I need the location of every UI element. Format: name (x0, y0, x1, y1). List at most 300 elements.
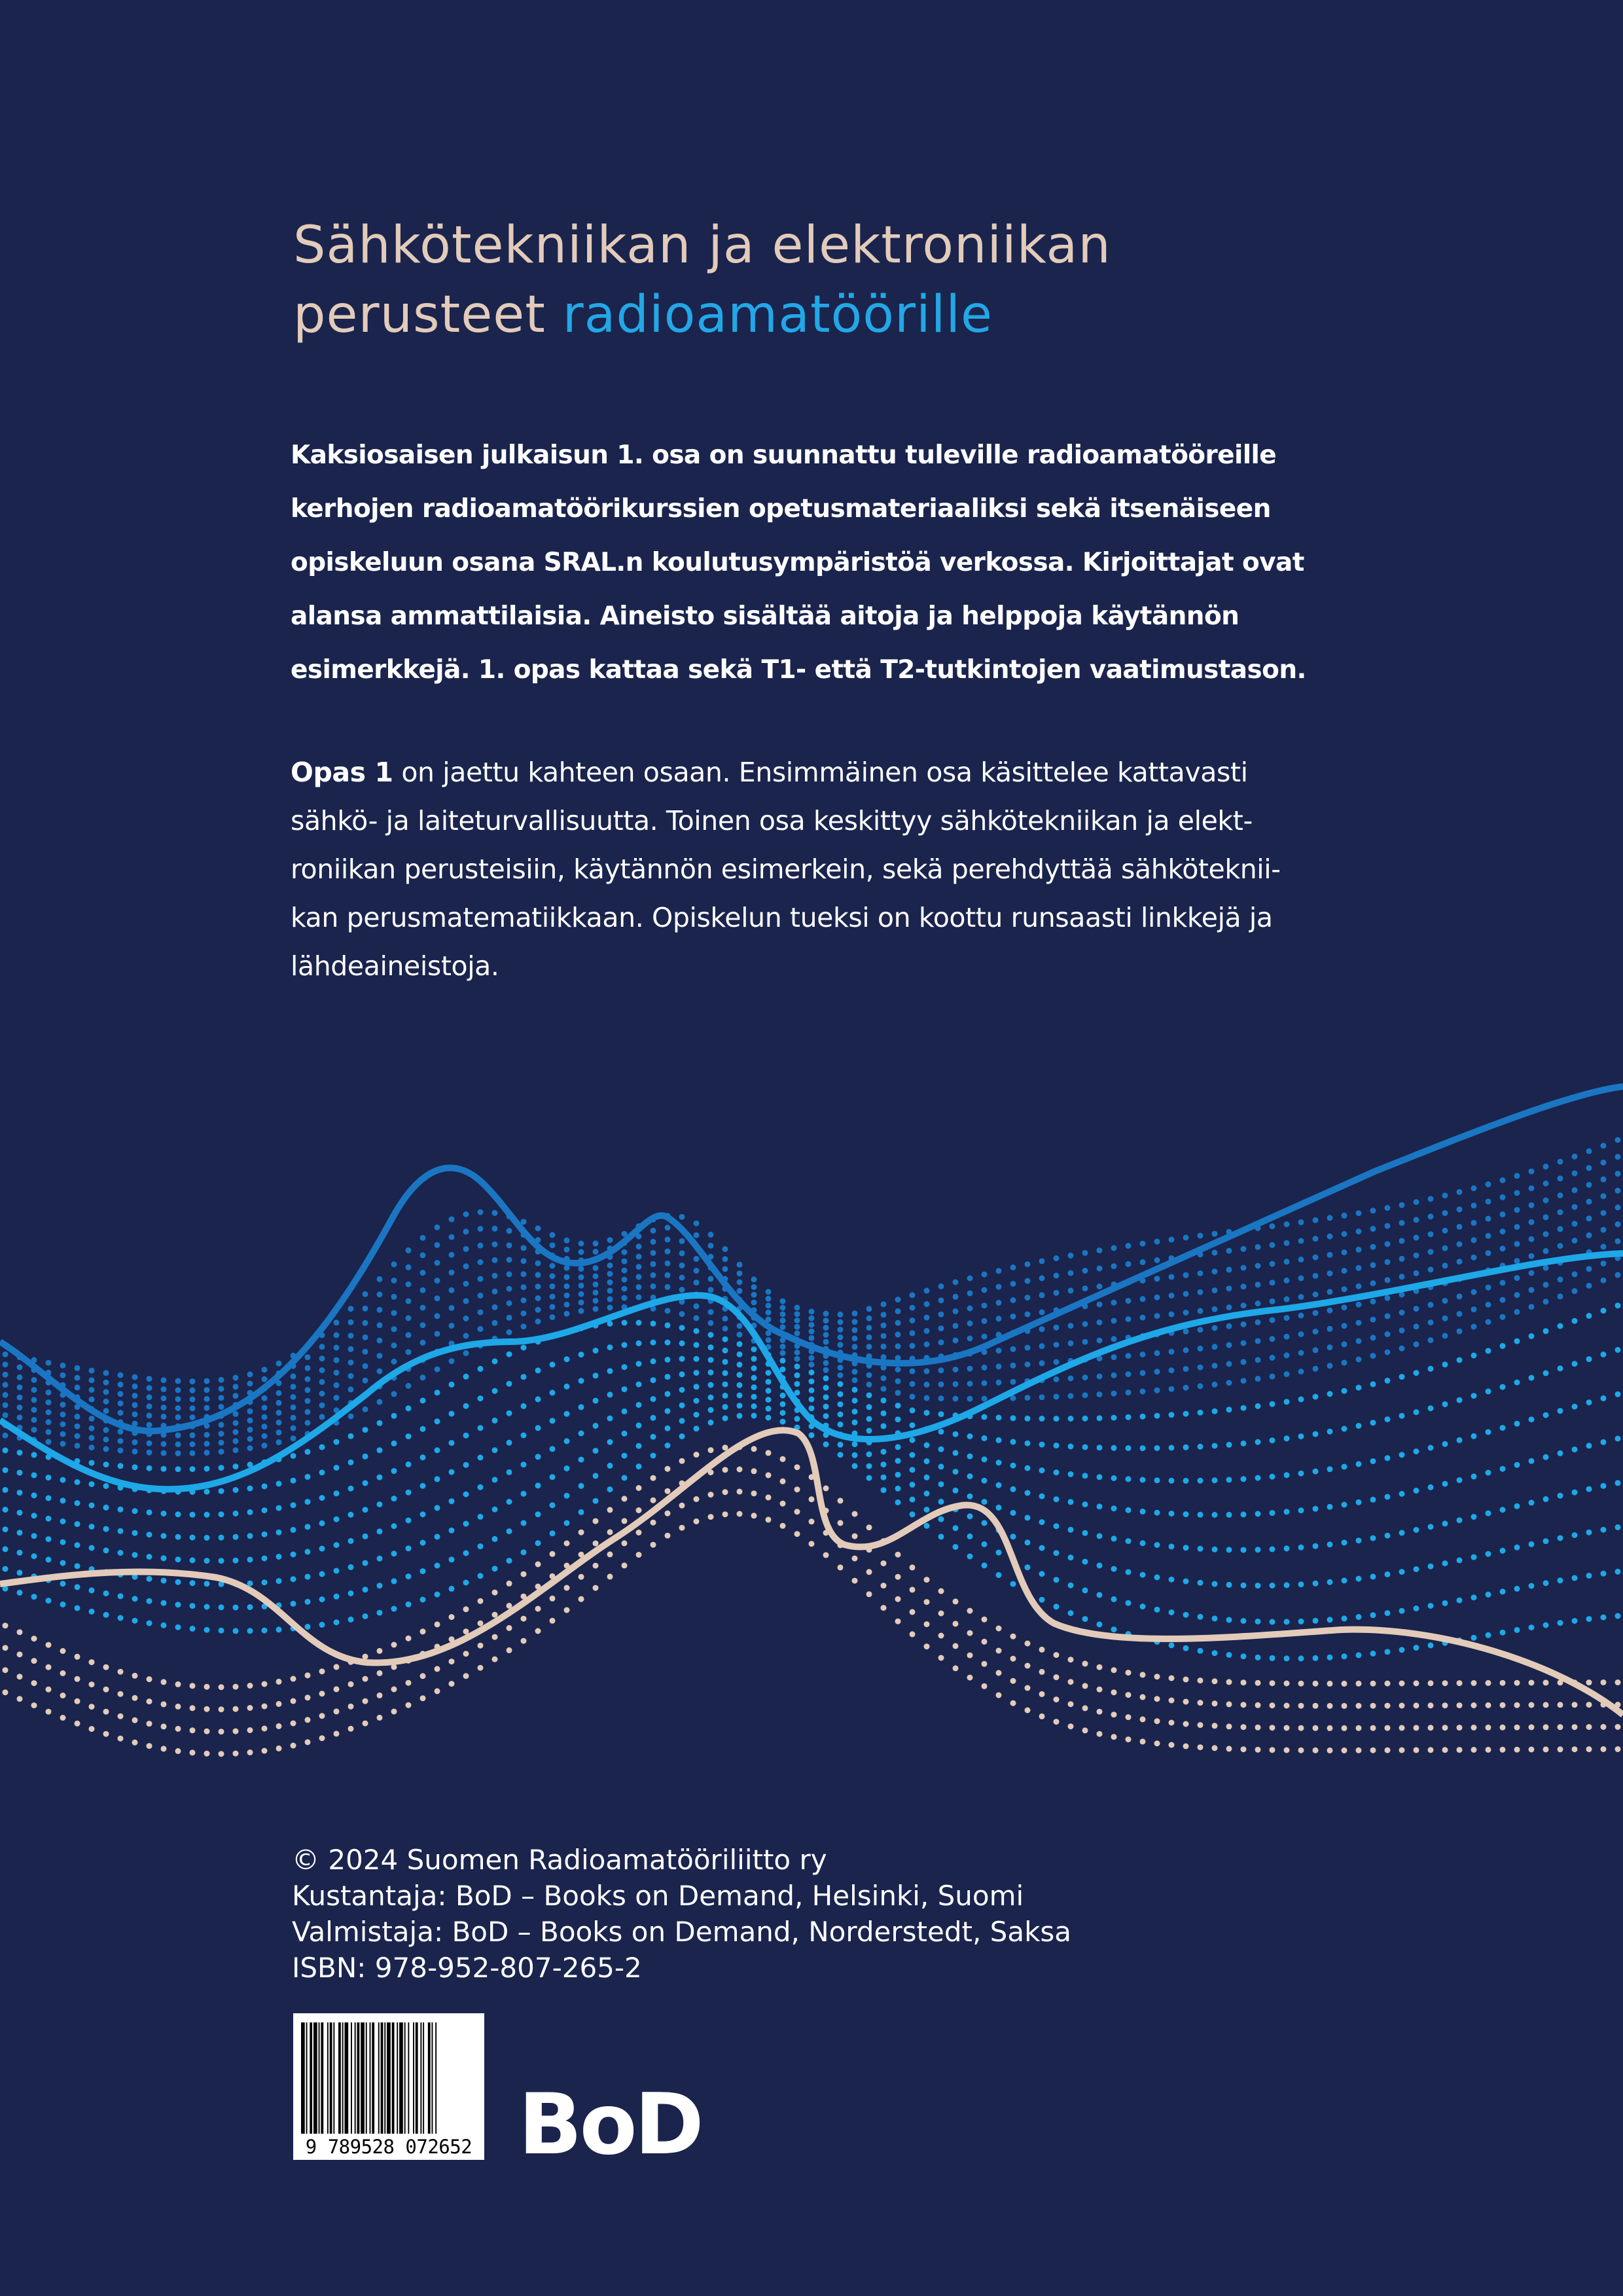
wave-dot (521, 1310, 527, 1316)
wave-dot (924, 1507, 930, 1513)
wave-dot (1068, 1723, 1074, 1729)
wave-dot (1313, 1310, 1319, 1316)
wave-dot (1399, 1452, 1405, 1458)
wave-dot (60, 1602, 66, 1607)
wave-dot (1198, 1346, 1204, 1352)
wave-dot (1212, 1477, 1218, 1483)
wave-dot (132, 1384, 138, 1390)
wave-dot (967, 1554, 973, 1560)
wave-dot (219, 1511, 224, 1517)
wave-dot (175, 1534, 181, 1540)
wave-dot (996, 1363, 1002, 1369)
wave-dot (291, 1405, 296, 1410)
wave-dot (1572, 1618, 1578, 1624)
wave-dot (291, 1721, 296, 1727)
wave-dot (1212, 1512, 1218, 1518)
wave-dot (435, 1563, 440, 1569)
wave-dot (391, 1496, 397, 1501)
wave-dot (1356, 1357, 1362, 1363)
wave-dot (89, 1609, 95, 1615)
wave-dot (348, 1333, 354, 1338)
wave-dot (809, 1369, 815, 1375)
wave-dot (420, 1270, 426, 1276)
wave-dot (276, 1723, 282, 1729)
wave-dot (492, 1289, 498, 1295)
barcode-bar (372, 2022, 374, 2134)
wave-dot (204, 1558, 210, 1564)
wave-dot (1543, 1328, 1549, 1334)
wave-dot (492, 1304, 498, 1310)
wave-dot (1601, 1160, 1607, 1166)
wave-dot (334, 1568, 340, 1574)
wave-dot (1457, 1397, 1463, 1403)
wave-dot (1370, 1420, 1376, 1426)
wave-dot (305, 1717, 311, 1723)
wave-dot (463, 1263, 469, 1269)
wave-dot (838, 1401, 844, 1407)
wave-dot (118, 1372, 124, 1378)
wave-dot (838, 1442, 844, 1448)
wave-dot (319, 1622, 325, 1628)
wave-dot (967, 1276, 973, 1282)
wave-dot (1558, 1158, 1563, 1164)
wave-dot (1586, 1746, 1592, 1752)
wave-dot (1586, 1283, 1592, 1289)
wave-dot (132, 1402, 138, 1408)
wave-dot (1198, 1614, 1204, 1620)
wave-dot (233, 1393, 239, 1399)
wave-dot (996, 1670, 1002, 1676)
wave-dot (507, 1625, 512, 1631)
wave-dot (1154, 1350, 1160, 1356)
wave-dot (1255, 1725, 1261, 1731)
wave-dot (550, 1263, 556, 1269)
wave-dot (247, 1486, 253, 1492)
wave-dot (175, 1466, 181, 1472)
wave-dot (564, 1311, 570, 1317)
wave-dot (910, 1587, 916, 1592)
barcode-bar (423, 2022, 424, 2134)
wave-dot (708, 1243, 714, 1249)
wave-dot (1442, 1333, 1448, 1339)
wave-dot (449, 1358, 455, 1364)
wave-dot (89, 1435, 95, 1441)
wave-dot (910, 1422, 916, 1428)
wave-dot (276, 1400, 282, 1406)
wave-dot (766, 1472, 772, 1478)
wave-dot (17, 1414, 23, 1420)
wave-dot (1154, 1295, 1160, 1300)
wave-dot (636, 1274, 642, 1280)
wave-dot (708, 1369, 714, 1375)
wave-dot (1097, 1415, 1103, 1421)
wave-dot (435, 1592, 440, 1598)
wave-dot (492, 1358, 498, 1364)
wave-dot (1514, 1258, 1520, 1264)
wave-dot (3, 1487, 9, 1493)
wave-dot (1082, 1660, 1088, 1666)
wave-dot (1428, 1642, 1434, 1648)
wave-dot (1140, 1509, 1146, 1515)
wave-dot (1270, 1318, 1275, 1323)
wave-dot (794, 1486, 800, 1492)
wave-dot (766, 1379, 772, 1385)
wave-dot (982, 1287, 988, 1293)
wave-dot (564, 1293, 570, 1299)
wave-dot (1486, 1725, 1491, 1731)
wave-dot (204, 1729, 210, 1734)
wave-dot (1615, 1204, 1621, 1210)
wave-dot (478, 1573, 484, 1579)
wave-dot (809, 1316, 815, 1321)
wave-dot (233, 1447, 239, 1453)
wave-dot (420, 1397, 426, 1403)
barcode-bar (351, 2022, 352, 2134)
wave-dot (348, 1704, 354, 1710)
wave-dot (1385, 1350, 1391, 1355)
wave-dot (766, 1310, 772, 1316)
wave-dot (636, 1422, 642, 1428)
wave-dot (967, 1366, 973, 1372)
wave-dot (1457, 1598, 1463, 1604)
wave-dot (521, 1616, 527, 1622)
wave-dot (406, 1383, 412, 1389)
wave-dot (31, 1702, 37, 1708)
wave-dot (1500, 1384, 1506, 1390)
wave-dot (89, 1481, 95, 1487)
wave-dot (17, 1651, 23, 1657)
wave-dot (31, 1417, 37, 1423)
wave-dot (1082, 1374, 1088, 1380)
wave-dot (910, 1407, 916, 1413)
wave-dot (190, 1512, 196, 1518)
wave-dot (1442, 1263, 1448, 1268)
wave-dot (1097, 1687, 1103, 1693)
wave-dot (780, 1456, 786, 1462)
wave-dot (1054, 1359, 1060, 1365)
wave-dot (708, 1447, 714, 1453)
wave-dot (1226, 1547, 1232, 1552)
wave-dot (1212, 1745, 1218, 1751)
wave-dot (1097, 1247, 1103, 1253)
wave-dot (1255, 1619, 1261, 1624)
wave-dot (1169, 1642, 1175, 1648)
wave-dot (780, 1479, 786, 1484)
wave-dot (1586, 1232, 1592, 1238)
wave-dot (1342, 1539, 1347, 1545)
wave-dot (1010, 1700, 1016, 1706)
wave-dot (420, 1511, 426, 1517)
wave-dot (1558, 1277, 1563, 1283)
wave-dot (722, 1511, 728, 1517)
wave-dot (1126, 1414, 1132, 1420)
wave-dot (319, 1735, 325, 1741)
wave-dot (1241, 1441, 1247, 1446)
wave-dot (1313, 1725, 1319, 1731)
wave-dot (377, 1291, 383, 1297)
wave-dot (982, 1639, 988, 1645)
wave-dot (722, 1316, 728, 1321)
wave-dot (1399, 1413, 1405, 1419)
wave-dot (1126, 1600, 1132, 1606)
wave-dot (694, 1221, 700, 1227)
wave-dot (1284, 1352, 1290, 1358)
wave-dot (147, 1698, 152, 1704)
body-line: kan perusmatematiikkaan. Opiskelun tueksi on koottu runsaasti linkkejä ja (291, 902, 1273, 933)
wave-dot (161, 1414, 167, 1420)
wave-dot (507, 1469, 512, 1475)
wave-dot (1241, 1302, 1247, 1308)
wave-dot (406, 1518, 412, 1524)
wave-dot (103, 1437, 109, 1443)
wave-dot (391, 1278, 397, 1283)
wave-dot (1169, 1386, 1175, 1392)
wave-dot (3, 1645, 9, 1651)
wave-dot (204, 1441, 210, 1446)
wave-dot (1255, 1338, 1261, 1344)
wave-dot (1500, 1280, 1506, 1285)
wave-dot (391, 1468, 397, 1474)
wave-dot (895, 1320, 901, 1326)
wave-dot (348, 1386, 354, 1392)
wave-dot (910, 1330, 916, 1336)
wave-dot (636, 1552, 642, 1558)
wave-dot (1601, 1227, 1607, 1233)
wave-dot (1615, 1391, 1621, 1397)
wave-dot (1097, 1338, 1103, 1344)
wave-dot (89, 1377, 95, 1383)
wave-dot (463, 1433, 469, 1439)
wave-dot (622, 1286, 628, 1292)
wave-dot (636, 1264, 642, 1270)
wave-dot (1212, 1231, 1218, 1237)
wave-dot (1414, 1253, 1419, 1259)
wave-dot (708, 1514, 714, 1520)
wave-dot (276, 1420, 282, 1426)
wave-dot (1514, 1503, 1520, 1509)
wave-dot (1054, 1469, 1060, 1475)
wave-dot (391, 1391, 397, 1397)
wave-dot (1356, 1461, 1362, 1467)
wave-dot (103, 1427, 109, 1433)
wave-dot (348, 1486, 354, 1492)
wave-dot (1615, 1188, 1621, 1194)
wave-dot (492, 1242, 498, 1247)
wave-dot (1529, 1458, 1535, 1464)
wave-dot (910, 1292, 916, 1298)
wave-dot (953, 1488, 959, 1494)
wave-dot (60, 1581, 66, 1587)
wave-dot (31, 1513, 37, 1518)
wave-dot (953, 1323, 959, 1329)
wave-dot (651, 1272, 656, 1278)
wave-dot (1270, 1702, 1275, 1708)
wave-dot (1500, 1194, 1506, 1200)
wave-dot (1327, 1579, 1333, 1585)
wave-dot (1471, 1433, 1477, 1439)
wave-dot (1356, 1302, 1362, 1308)
wave-dot (17, 1365, 23, 1371)
wave-dot (751, 1384, 757, 1390)
wave-dot (665, 1357, 671, 1363)
wave-dot (1126, 1476, 1132, 1482)
wave-dot (17, 1384, 23, 1390)
body-line: lähdeaineistoja. (291, 950, 499, 982)
wave-dot (1414, 1566, 1419, 1572)
wave-dot (722, 1246, 728, 1252)
wave-dot (132, 1374, 138, 1380)
wave-dot (334, 1382, 340, 1388)
wave-dot (377, 1420, 383, 1426)
wave-dot (1399, 1274, 1405, 1280)
wave-dot (1313, 1236, 1319, 1242)
wave-dot (276, 1554, 282, 1560)
wave-dot (881, 1344, 887, 1350)
wave-dot (780, 1299, 786, 1304)
wave-dot (132, 1464, 138, 1470)
wave-dot (1342, 1231, 1347, 1237)
wave-dot (852, 1344, 858, 1350)
wave-dot (1298, 1397, 1304, 1403)
wave-dot (1471, 1514, 1477, 1520)
wave-dot (1486, 1302, 1491, 1308)
wave-dot (1212, 1382, 1218, 1388)
wave-dot (363, 1587, 368, 1592)
body-bold-lead: Opas 1 (291, 757, 393, 788)
wave-dot (233, 1605, 239, 1611)
wave-dot (1154, 1413, 1160, 1419)
wave-dot (579, 1283, 584, 1289)
wave-dot (1327, 1234, 1333, 1240)
wave-dot (1097, 1621, 1103, 1627)
wave-dot (204, 1684, 210, 1690)
wave-dot (305, 1695, 311, 1700)
wave-dot (1543, 1181, 1549, 1187)
wave-dot (1414, 1409, 1419, 1415)
wave-dot (895, 1332, 901, 1338)
wave-dot (478, 1210, 484, 1215)
wave-dot (463, 1521, 469, 1527)
wave-dot (852, 1327, 858, 1333)
wave-dot (1082, 1530, 1088, 1536)
wave-dot (708, 1395, 714, 1401)
wave-dot (334, 1490, 340, 1496)
wave-dot (1255, 1282, 1261, 1287)
wave-dot (694, 1315, 700, 1321)
wave-dot (679, 1325, 685, 1331)
wave-dot (1313, 1506, 1319, 1512)
wave-dot (1385, 1416, 1391, 1422)
wave-dot (1442, 1481, 1448, 1487)
wave-dot (1356, 1703, 1362, 1709)
wave-dot (233, 1729, 239, 1734)
wave-dot (219, 1404, 224, 1410)
wave-dot (118, 1448, 124, 1454)
wave-dot (866, 1475, 872, 1481)
wave-dot (1270, 1725, 1275, 1731)
wave-dot (895, 1552, 901, 1558)
wave-dot (1601, 1193, 1607, 1199)
wave-dot (1615, 1272, 1621, 1278)
wave-dot (579, 1574, 584, 1580)
wave-dot (190, 1414, 196, 1420)
wave-dot (1111, 1712, 1117, 1717)
wave-dot (17, 1450, 23, 1456)
wave-dot (1586, 1573, 1592, 1579)
wave-dot (953, 1431, 959, 1437)
wave-dot (780, 1324, 786, 1330)
wave-dot (967, 1433, 973, 1439)
wave-dot (463, 1281, 469, 1287)
wave-dot (161, 1623, 167, 1628)
wave-dot (492, 1447, 498, 1453)
wave-dot (607, 1463, 613, 1469)
wave-dot (1212, 1249, 1218, 1255)
wave-dot (219, 1386, 224, 1392)
title-line-1: Sähkötekniikan ja elektroniikan (293, 216, 1111, 275)
wave-dot (953, 1308, 959, 1314)
wave-dot (1097, 1503, 1103, 1509)
wave-dot (1514, 1747, 1520, 1753)
lead-line: alansa ammattilaisia. Aineisto sisältää aitoja ja helppoja käytännön (291, 601, 1240, 631)
wave-dot (1284, 1748, 1290, 1753)
isbn: ISBN: 978-952-807-265-2 (292, 1952, 642, 1984)
wave-dot (1428, 1484, 1434, 1490)
wave-dot (132, 1695, 138, 1701)
wave-dot (1514, 1338, 1520, 1344)
wave-dot (1025, 1278, 1031, 1284)
wave-dot (1356, 1283, 1362, 1289)
wave-dot (161, 1746, 167, 1751)
wave-dot (319, 1367, 325, 1373)
wave-dot (406, 1545, 412, 1551)
wave-dot (363, 1698, 368, 1704)
barcode-bar (338, 2022, 341, 2134)
wave-dot (1270, 1280, 1275, 1285)
wave-dot (1068, 1287, 1074, 1293)
wave-dot (147, 1576, 152, 1582)
wave-dot (593, 1498, 599, 1504)
wave-dot (89, 1416, 95, 1422)
wave-dot (1356, 1338, 1362, 1344)
barcode-bar (378, 2022, 380, 2134)
wave-dot (852, 1369, 858, 1374)
wave-dot (665, 1443, 671, 1448)
wave-dot (780, 1305, 786, 1311)
wave-dot (1327, 1703, 1333, 1709)
wave-dot (305, 1376, 311, 1382)
wave-dot (1097, 1592, 1103, 1598)
wave-dot (1270, 1223, 1275, 1229)
wave-dot (60, 1363, 66, 1369)
wave-dot (247, 1705, 253, 1711)
wave-dot (1385, 1703, 1391, 1709)
wave-dot (1385, 1241, 1391, 1247)
wave-dot (579, 1300, 584, 1306)
wave-dot (924, 1315, 930, 1321)
wave-dot (780, 1393, 786, 1399)
copyright: © 2024 Suomen Radioamatööriliitto ry (292, 1844, 827, 1876)
wave-dot (564, 1247, 570, 1253)
wave-dot (1385, 1313, 1391, 1319)
wave-dot (694, 1496, 700, 1502)
wave-dot (881, 1605, 887, 1611)
wave-dot (1414, 1323, 1419, 1329)
wave-dot (276, 1410, 282, 1416)
wave-dot (607, 1288, 613, 1294)
wave-dot (881, 1375, 887, 1381)
wave-dot (996, 1505, 1002, 1511)
